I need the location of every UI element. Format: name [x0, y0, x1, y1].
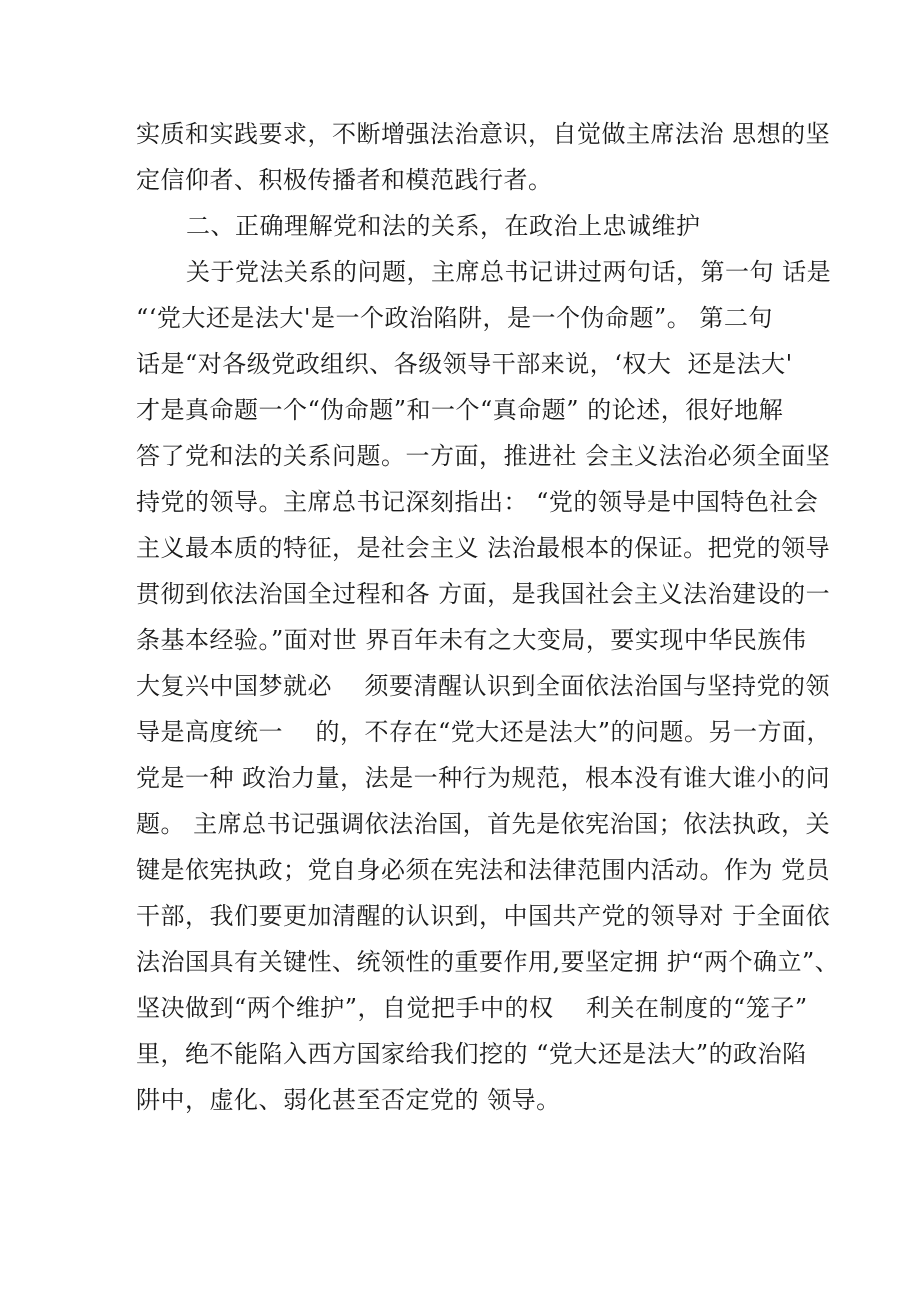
- body-line: 答了党和法的关系问题。一方面，推进社 会主义法治必须全面坚: [136, 442, 831, 470]
- body-line: 党是一种 政治力量，法是一种行为规范，根本没有谁大谁小的问: [136, 764, 831, 792]
- body-line: 键是依宪执政；党自身必须在宪法和法律范围内活动。作为 党员: [136, 856, 831, 884]
- body-line: “‘党大还是法大'是一个政治陷阱，是一个伪命题”。 第二句: [136, 304, 773, 332]
- body-line: 才是真命题一个“伪命题”和一个“真命题” 的论述，很好地解: [136, 396, 784, 424]
- body-line: 干部，我们要更加清醒的认识到，中国共产党的领导对 于全面依: [136, 902, 831, 930]
- body-line: 阱中，虚化、弱化甚至否定党的 领导。: [136, 1086, 561, 1114]
- body-line: 题。 主席总书记强调依法治国，首先是依宪治国；依法执政，关: [136, 810, 831, 838]
- body-line: 大复兴中国梦就必 须要清醒认识到全面依法治国与坚持党的领: [136, 672, 831, 700]
- body-line: 导是高度统一 的，不存在“党大还是法大”的问题。另一方面，: [136, 718, 832, 746]
- body-line: 里，绝不能陷入西方国家给我们挖的 “党大还是法大”的政治陷: [136, 1040, 807, 1068]
- body-line: 持党的领导。主席总书记深刻指出： “党的领导是中国特色社会: [136, 488, 819, 516]
- body-line: 定信仰者、积极传播者和模范践行者。: [136, 166, 553, 194]
- paragraph-first-line: 关于党法关系的问题，主席总书记讲过两句话，第一句 话是: [186, 258, 832, 286]
- body-line: 贯彻到依法治国全过程和各 方面，是我国社会主义法治建设的一: [136, 580, 831, 608]
- body-line: 话是“对各级党政组织、各级领导干部来说，‘权大 还是法大': [136, 350, 793, 378]
- body-line: 法治国具有关键性、统领性的重要作用,要坚定拥 护“两个确立”、: [136, 948, 840, 976]
- section-heading: 二、正确理解党和法的关系，在政治上忠诚维护: [186, 212, 701, 240]
- body-line: 条基本经验。”面对世 界百年未有之大变局，要实现中华民族伟: [136, 626, 807, 654]
- body-line: 主义最本质的特征，是社会主义 法治最根本的保证。把党的领导: [136, 534, 831, 562]
- body-line: 坚决做到“两个维护”，自觉把手中的权 利关在制度的“笼子”: [136, 994, 808, 1022]
- body-line: 实质和实践要求，不断增强法治意识，自觉做主席法治 思想的坚: [136, 120, 831, 148]
